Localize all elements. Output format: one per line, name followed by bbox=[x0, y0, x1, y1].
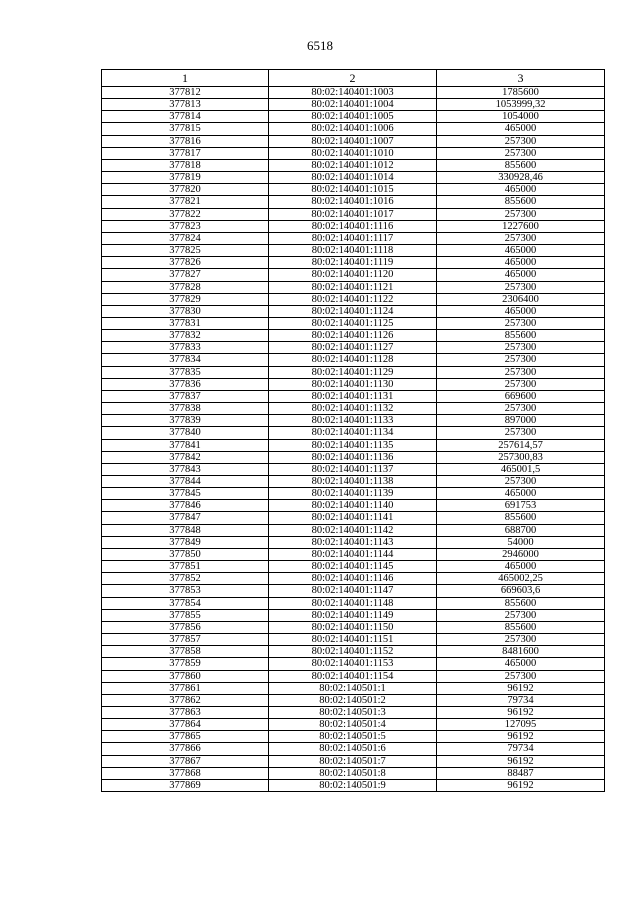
table-row bbox=[102, 184, 605, 196]
cadastral-number-cell: 80:02:140401:1125 bbox=[269, 317, 437, 329]
table-row bbox=[102, 573, 605, 585]
table-header bbox=[102, 70, 605, 87]
table-row bbox=[102, 99, 605, 111]
row-number-cell: 377866 bbox=[102, 743, 269, 755]
cadastral-number-cell: 80:02:140401:1003 bbox=[269, 87, 437, 99]
table-row bbox=[102, 427, 605, 439]
cadastral-number-cell: 80:02:140401:1132 bbox=[269, 403, 437, 415]
table-row bbox=[102, 585, 605, 597]
row-number-cell: 377846 bbox=[102, 500, 269, 512]
table-row bbox=[102, 767, 605, 779]
cadastral-number-cell: 80:02:140401:1117 bbox=[269, 232, 437, 244]
column-header-3: 3 bbox=[437, 70, 605, 87]
value-cell: 257300 bbox=[437, 147, 605, 159]
value-cell: 1054000 bbox=[437, 111, 605, 123]
table-row bbox=[102, 269, 605, 281]
value-cell: 669600 bbox=[437, 390, 605, 402]
table-row bbox=[102, 634, 605, 646]
table-row bbox=[102, 706, 605, 718]
row-number-cell: 377812 bbox=[102, 87, 269, 99]
value-cell: 465000 bbox=[437, 269, 605, 281]
cadastral-number-cell: 80:02:140401:1128 bbox=[269, 354, 437, 366]
cadastral-number-cell: 80:02:140401:1120 bbox=[269, 269, 437, 281]
table-body bbox=[102, 87, 605, 792]
cadastral-number-cell: 80:02:140401:1143 bbox=[269, 536, 437, 548]
value-cell: 257300 bbox=[437, 378, 605, 390]
value-cell: 257614,57 bbox=[437, 439, 605, 451]
value-cell: 79734 bbox=[437, 694, 605, 706]
value-cell: 465001,5 bbox=[437, 463, 605, 475]
row-number-cell: 377860 bbox=[102, 670, 269, 682]
cadastral-number-cell: 80:02:140401:1142 bbox=[269, 524, 437, 536]
value-cell: 257300,83 bbox=[437, 451, 605, 463]
value-cell: 257300 bbox=[437, 208, 605, 220]
value-cell: 96192 bbox=[437, 731, 605, 743]
column-header-2: 2 bbox=[269, 70, 437, 87]
value-cell: 257300 bbox=[437, 342, 605, 354]
cadastral-number-cell: 80:02:140501:7 bbox=[269, 755, 437, 767]
row-number-cell: 377854 bbox=[102, 597, 269, 609]
register-table bbox=[101, 69, 605, 792]
cadastral-number-cell: 80:02:140401:1015 bbox=[269, 184, 437, 196]
value-cell: 1785600 bbox=[437, 87, 605, 99]
value-cell: 127095 bbox=[437, 719, 605, 731]
table-row bbox=[102, 536, 605, 548]
table-row bbox=[102, 476, 605, 488]
value-cell: 257300 bbox=[437, 317, 605, 329]
table-row bbox=[102, 439, 605, 451]
value-cell: 855600 bbox=[437, 196, 605, 208]
value-cell: 257300 bbox=[437, 476, 605, 488]
table-row bbox=[102, 500, 605, 512]
row-number-cell: 377828 bbox=[102, 281, 269, 293]
row-number-cell: 377850 bbox=[102, 548, 269, 560]
cadastral-number-cell: 80:02:140501:5 bbox=[269, 731, 437, 743]
cadastral-number-cell: 80:02:140401:1007 bbox=[269, 135, 437, 147]
cadastral-number-cell: 80:02:140501:3 bbox=[269, 706, 437, 718]
table-row bbox=[102, 305, 605, 317]
row-number-cell: 377857 bbox=[102, 634, 269, 646]
cadastral-number-cell: 80:02:140401:1006 bbox=[269, 123, 437, 135]
table-row bbox=[102, 208, 605, 220]
table-row bbox=[102, 719, 605, 731]
row-number-cell: 377864 bbox=[102, 719, 269, 731]
row-number-cell: 377847 bbox=[102, 512, 269, 524]
table-row bbox=[102, 317, 605, 329]
value-cell: 96192 bbox=[437, 682, 605, 694]
row-number-cell: 377818 bbox=[102, 159, 269, 171]
value-cell: 257300 bbox=[437, 281, 605, 293]
table-row bbox=[102, 403, 605, 415]
cadastral-number-cell: 80:02:140401:1141 bbox=[269, 512, 437, 524]
cadastral-number-cell: 80:02:140401:1150 bbox=[269, 621, 437, 633]
value-cell: 8481600 bbox=[437, 646, 605, 658]
value-cell: 257300 bbox=[437, 135, 605, 147]
value-cell: 465000 bbox=[437, 658, 605, 670]
value-cell: 1227600 bbox=[437, 220, 605, 232]
value-cell: 465000 bbox=[437, 123, 605, 135]
value-cell: 257300 bbox=[437, 403, 605, 415]
cadastral-number-cell: 80:02:140401:1144 bbox=[269, 548, 437, 560]
row-number-cell: 377840 bbox=[102, 427, 269, 439]
table-row bbox=[102, 694, 605, 706]
row-number-cell: 377830 bbox=[102, 305, 269, 317]
row-number-cell: 377836 bbox=[102, 378, 269, 390]
table-row bbox=[102, 597, 605, 609]
row-number-cell: 377835 bbox=[102, 366, 269, 378]
table-row bbox=[102, 196, 605, 208]
table-row bbox=[102, 378, 605, 390]
value-cell: 88487 bbox=[437, 767, 605, 779]
row-number-cell: 377859 bbox=[102, 658, 269, 670]
table-row bbox=[102, 646, 605, 658]
row-number-cell: 377853 bbox=[102, 585, 269, 597]
row-number-cell: 377867 bbox=[102, 755, 269, 767]
cadastral-number-cell: 80:02:140401:1140 bbox=[269, 500, 437, 512]
cadastral-number-cell: 80:02:140401:1005 bbox=[269, 111, 437, 123]
cadastral-number-cell: 80:02:140401:1130 bbox=[269, 378, 437, 390]
value-cell: 257300 bbox=[437, 232, 605, 244]
row-number-cell: 377865 bbox=[102, 731, 269, 743]
row-number-cell: 377824 bbox=[102, 232, 269, 244]
value-cell: 96192 bbox=[437, 779, 605, 791]
table-row bbox=[102, 731, 605, 743]
cadastral-number-cell: 80:02:140501:2 bbox=[269, 694, 437, 706]
cadastral-number-cell: 80:02:140401:1010 bbox=[269, 147, 437, 159]
table-row bbox=[102, 220, 605, 232]
row-number-cell: 377831 bbox=[102, 317, 269, 329]
value-cell: 855600 bbox=[437, 330, 605, 342]
table-row bbox=[102, 159, 605, 171]
table-row bbox=[102, 609, 605, 621]
cadastral-number-cell: 80:02:140501:1 bbox=[269, 682, 437, 694]
cadastral-number-cell: 80:02:140401:1135 bbox=[269, 439, 437, 451]
row-number-cell: 377817 bbox=[102, 147, 269, 159]
row-number-cell: 377848 bbox=[102, 524, 269, 536]
table-row bbox=[102, 257, 605, 269]
row-number-cell: 377861 bbox=[102, 682, 269, 694]
table-row bbox=[102, 172, 605, 184]
cadastral-number-cell: 80:02:140401:1122 bbox=[269, 293, 437, 305]
value-cell: 79734 bbox=[437, 743, 605, 755]
column-header-1: 1 bbox=[102, 70, 269, 87]
cadastral-number-cell: 80:02:140401:1134 bbox=[269, 427, 437, 439]
table-row bbox=[102, 524, 605, 536]
table-row bbox=[102, 658, 605, 670]
row-number-cell: 377858 bbox=[102, 646, 269, 658]
value-cell: 257300 bbox=[437, 609, 605, 621]
row-number-cell: 377813 bbox=[102, 99, 269, 111]
table-row bbox=[102, 330, 605, 342]
row-number-cell: 377852 bbox=[102, 573, 269, 585]
cadastral-number-cell: 80:02:140401:1131 bbox=[269, 390, 437, 402]
row-number-cell: 377839 bbox=[102, 415, 269, 427]
row-number-cell: 377849 bbox=[102, 536, 269, 548]
value-cell: 691753 bbox=[437, 500, 605, 512]
table-row bbox=[102, 111, 605, 123]
value-cell: 465002,25 bbox=[437, 573, 605, 585]
row-number-cell: 377837 bbox=[102, 390, 269, 402]
row-number-cell: 377834 bbox=[102, 354, 269, 366]
row-number-cell: 377816 bbox=[102, 135, 269, 147]
table-row bbox=[102, 342, 605, 354]
cadastral-number-cell: 80:02:140401:1139 bbox=[269, 488, 437, 500]
cadastral-number-cell: 80:02:140401:1118 bbox=[269, 245, 437, 257]
row-number-cell: 377826 bbox=[102, 257, 269, 269]
value-cell: 2306400 bbox=[437, 293, 605, 305]
cadastral-number-cell: 80:02:140501:6 bbox=[269, 743, 437, 755]
cadastral-number-cell: 80:02:140401:1154 bbox=[269, 670, 437, 682]
table-row bbox=[102, 123, 605, 135]
cadastral-number-cell: 80:02:140401:1147 bbox=[269, 585, 437, 597]
row-number-cell: 377845 bbox=[102, 488, 269, 500]
cadastral-number-cell: 80:02:140501:9 bbox=[269, 779, 437, 791]
cadastral-number-cell: 80:02:140401:1129 bbox=[269, 366, 437, 378]
row-number-cell: 377841 bbox=[102, 439, 269, 451]
row-number-cell: 377856 bbox=[102, 621, 269, 633]
table-row bbox=[102, 548, 605, 560]
value-cell: 257300 bbox=[437, 354, 605, 366]
cadastral-number-cell: 80:02:140401:1137 bbox=[269, 463, 437, 475]
row-number-cell: 377827 bbox=[102, 269, 269, 281]
cadastral-number-cell: 80:02:140401:1116 bbox=[269, 220, 437, 232]
row-number-cell: 377855 bbox=[102, 609, 269, 621]
cadastral-number-cell: 80:02:140401:1148 bbox=[269, 597, 437, 609]
cadastral-number-cell: 80:02:140401:1126 bbox=[269, 330, 437, 342]
table-row bbox=[102, 451, 605, 463]
cadastral-number-cell: 80:02:140401:1016 bbox=[269, 196, 437, 208]
cadastral-number-cell: 80:02:140401:1136 bbox=[269, 451, 437, 463]
table-row bbox=[102, 135, 605, 147]
value-cell: 257300 bbox=[437, 427, 605, 439]
value-cell: 54000 bbox=[437, 536, 605, 548]
row-number-cell: 377862 bbox=[102, 694, 269, 706]
value-cell: 257300 bbox=[437, 670, 605, 682]
row-number-cell: 377843 bbox=[102, 463, 269, 475]
table-row bbox=[102, 670, 605, 682]
cadastral-number-cell: 80:02:140401:1119 bbox=[269, 257, 437, 269]
row-number-cell: 377814 bbox=[102, 111, 269, 123]
row-number-cell: 377833 bbox=[102, 342, 269, 354]
cadastral-number-cell: 80:02:140401:1146 bbox=[269, 573, 437, 585]
table-row bbox=[102, 366, 605, 378]
value-cell: 2946000 bbox=[437, 548, 605, 560]
value-cell: 330928,46 bbox=[437, 172, 605, 184]
cadastral-number-cell: 80:02:140401:1151 bbox=[269, 634, 437, 646]
row-number-cell: 377869 bbox=[102, 779, 269, 791]
row-number-cell: 377829 bbox=[102, 293, 269, 305]
table-row bbox=[102, 390, 605, 402]
value-cell: 1053999,32 bbox=[437, 99, 605, 111]
value-cell: 257300 bbox=[437, 634, 605, 646]
cadastral-number-cell: 80:02:140401:1121 bbox=[269, 281, 437, 293]
cadastral-number-cell: 80:02:140401:1145 bbox=[269, 561, 437, 573]
cadastral-number-cell: 80:02:140401:1153 bbox=[269, 658, 437, 670]
table-row bbox=[102, 147, 605, 159]
table-row bbox=[102, 779, 605, 791]
table-row bbox=[102, 354, 605, 366]
value-cell: 465000 bbox=[437, 305, 605, 317]
page-number: 6518 bbox=[307, 38, 333, 53]
cadastral-number-cell: 80:02:140401:1152 bbox=[269, 646, 437, 658]
table-row bbox=[102, 232, 605, 244]
table-row bbox=[102, 293, 605, 305]
value-cell: 465000 bbox=[437, 561, 605, 573]
value-cell: 465000 bbox=[437, 257, 605, 269]
row-number-cell: 377863 bbox=[102, 706, 269, 718]
value-cell: 897000 bbox=[437, 415, 605, 427]
row-number-cell: 377822 bbox=[102, 208, 269, 220]
header-row bbox=[102, 70, 605, 87]
cadastral-number-cell: 80:02:140501:4 bbox=[269, 719, 437, 731]
table-row bbox=[102, 561, 605, 573]
cadastral-number-cell: 80:02:140401:1127 bbox=[269, 342, 437, 354]
table-row bbox=[102, 87, 605, 99]
table-row bbox=[102, 488, 605, 500]
row-number-cell: 377868 bbox=[102, 767, 269, 779]
row-number-cell: 377842 bbox=[102, 451, 269, 463]
row-number-cell: 377821 bbox=[102, 196, 269, 208]
table-row bbox=[102, 682, 605, 694]
value-cell: 855600 bbox=[437, 597, 605, 609]
value-cell: 257300 bbox=[437, 366, 605, 378]
cadastral-number-cell: 80:02:140401:1138 bbox=[269, 476, 437, 488]
value-cell: 855600 bbox=[437, 621, 605, 633]
value-cell: 688700 bbox=[437, 524, 605, 536]
value-cell: 96192 bbox=[437, 706, 605, 718]
value-cell: 465000 bbox=[437, 184, 605, 196]
row-number-cell: 377838 bbox=[102, 403, 269, 415]
value-cell: 855600 bbox=[437, 512, 605, 524]
cadastral-number-cell: 80:02:140501:8 bbox=[269, 767, 437, 779]
row-number-cell: 377823 bbox=[102, 220, 269, 232]
value-cell: 96192 bbox=[437, 755, 605, 767]
cadastral-number-cell: 80:02:140401:1149 bbox=[269, 609, 437, 621]
table-row bbox=[102, 743, 605, 755]
value-cell: 855600 bbox=[437, 159, 605, 171]
table-row bbox=[102, 245, 605, 257]
cadastral-number-cell: 80:02:140401:1014 bbox=[269, 172, 437, 184]
value-cell: 669603,6 bbox=[437, 585, 605, 597]
cadastral-number-cell: 80:02:140401:1133 bbox=[269, 415, 437, 427]
cadastral-number-cell: 80:02:140401:1004 bbox=[269, 99, 437, 111]
table-row bbox=[102, 755, 605, 767]
row-number-cell: 377832 bbox=[102, 330, 269, 342]
table-row bbox=[102, 415, 605, 427]
table-row bbox=[102, 281, 605, 293]
cadastral-number-cell: 80:02:140401:1012 bbox=[269, 159, 437, 171]
value-cell: 465000 bbox=[437, 488, 605, 500]
value-cell: 465000 bbox=[437, 245, 605, 257]
row-number-cell: 377820 bbox=[102, 184, 269, 196]
table-row bbox=[102, 621, 605, 633]
table-row bbox=[102, 512, 605, 524]
row-number-cell: 377851 bbox=[102, 561, 269, 573]
row-number-cell: 377815 bbox=[102, 123, 269, 135]
row-number-cell: 377844 bbox=[102, 476, 269, 488]
cadastral-number-cell: 80:02:140401:1017 bbox=[269, 208, 437, 220]
row-number-cell: 377825 bbox=[102, 245, 269, 257]
table-row bbox=[102, 463, 605, 475]
row-number-cell: 377819 bbox=[102, 172, 269, 184]
cadastral-number-cell: 80:02:140401:1124 bbox=[269, 305, 437, 317]
